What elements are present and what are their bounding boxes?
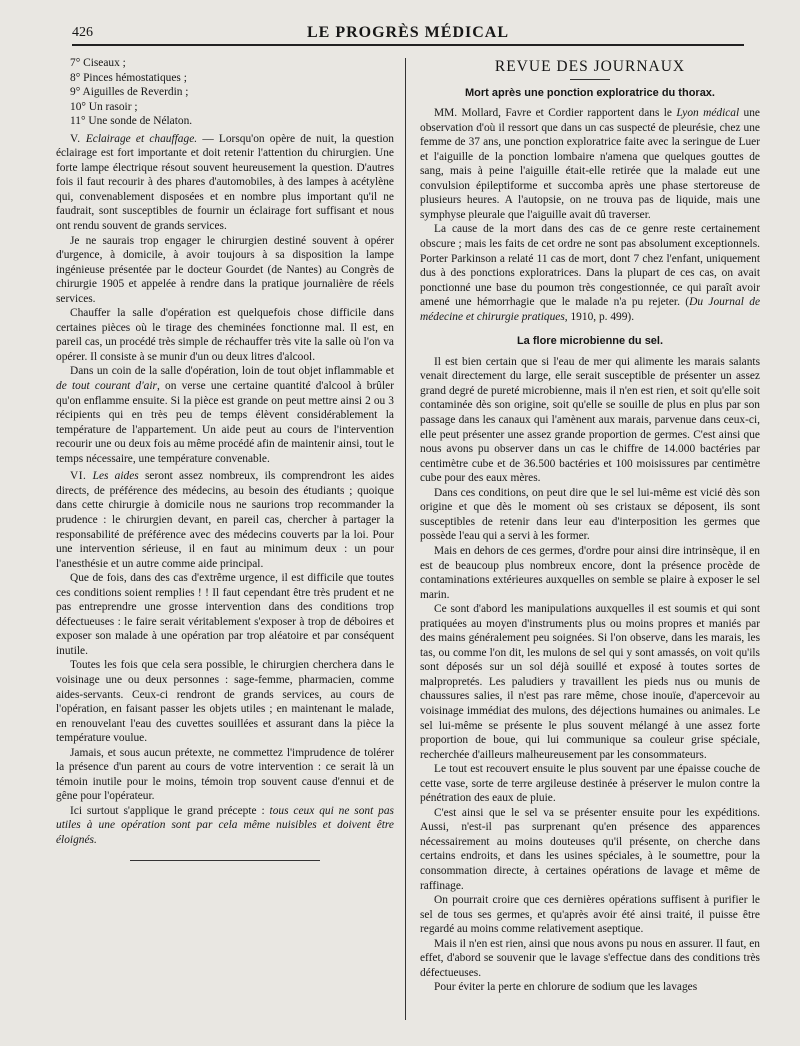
paragraph: Que de fois, dans des cas d'extrême urgence, il est difficile que toutes ces conditions soient remplies ! ! Il faut cependant être très prudent et ne pas entreprendre une grosse intervention dans des conditions trop défectueuses : le faire serait véritablement s'exposer à trop de déboires et exposer son malade à une opération par trop aléatoire et par conséquent inutile. [56, 572, 394, 657]
paragraph: Mais il n'en est rien, ainsi que nous avons pu nous en assurer. Il faut, en effet, d'abord se souvenir que le lavage s'effectue dans des conditions très défectueuses. [420, 937, 760, 979]
column-divider [405, 58, 406, 1020]
right-column [420, 56, 760, 1024]
paragraph: On pourrait croire que ces dernières opérations suffisent à purifier le sel de tous ses germes, et qu'après avoir été ainsi traité, il puisse être regardé au moins comme relativement aseptique. [420, 894, 760, 936]
emphasis: tous ceux qui ne sont pas utiles à une opération sont par cela même nuisibles et doivent être éloignés. [56, 804, 394, 846]
section-6-intro [56, 469, 394, 571]
list-item: 7° Ciseaux ; [70, 57, 126, 69]
section-5-number: V. [70, 132, 81, 145]
emphasis: de tout courant d'air [56, 380, 157, 393]
citation: Du Journal de médecine et chirurgie pratiques [420, 296, 760, 323]
ornament-rule [130, 860, 320, 861]
paragraph: Toutes les fois que cela sera possible, le chirurgien cherchera dans le voisinage une ou deux personnes : sage-femme, pharmacien, comme aides-servants. Ceux-ci rendront de grands services, au cours de l'opération, en faisant passer les objets utiles ; en maintenant le malade, en renouvelant l'eau des cuvettes souillées et assurant dans la pièce la température voulue. [56, 659, 394, 745]
list-item: 11° Une sonde de Nélaton. [70, 115, 193, 128]
running-title: LE PROGRÈS MÉDICAL [306, 24, 510, 41]
emphasis: Lyon médical [676, 107, 740, 120]
list-item: 9° Aiguilles de Reverdin ; [70, 86, 189, 99]
article-title: La flore microbienne du sel. [516, 335, 664, 348]
paragraph: Pour éviter la perte en chlorure de sodium que les lavages [434, 981, 698, 994]
page-header [72, 20, 744, 46]
text-run: Ici surtout s'applique le grand précepte : [70, 804, 265, 817]
paragraph: Chauffer la salle d'opération est quelquefois chose difficile dans certaines pièces où le tirage des cheminées fonctionne mal. Il est, en pareil cas, un procédé très simple de réchauffer très vite la salle où l'on va opérer. Il consiste à se munir d'un ou deux litres d'alcool. [56, 307, 394, 363]
end-ornament [56, 854, 394, 869]
heading-rule [570, 79, 610, 80]
paragraph: Jamais, et sous aucun prétexte, ne commettez l'imprudence de tolérer la présence d'un parent au cours de votre intervention : ce serait là un témoin inutile pour le moins, témoin trop souvent cause d'ennui et de gêne pour l'opérateur. [56, 746, 394, 803]
text-run: , 1910, p. 499). [564, 310, 635, 323]
section-6-number: VI. [70, 470, 87, 483]
article-title: Mort après une ponction exploratrice du thorax. [465, 86, 715, 99]
paragraph: — Lorsqu'on opère de nuit, la question éclairage est fort importante et doit retenir l'attention du chirurgien. Une forte lampe électrique résout souvent heureusement la question. D'autres fois il faut recourir à des phares d'automobiles, à des lampes à acétylène qui, convenablement disposées et en nombre plus important qu'il ne faudrait, sont susceptibles de fournir un éclairage fort suffisant et nous ont rendu souvent de grands services. [56, 132, 394, 233]
paragraph [420, 222, 760, 324]
section-6-title: Les aides [92, 470, 139, 483]
paragraph: Ce sont d'abord les manipulations auxquelles il est soumis et qui sont pratiquées au moyen d'instruments plus ou moins propres et maniés par des mains généralement peu soignées. Si l'on observe, dans les marais, les tas, ou comme l'on dit, les mulons de sel qui y sont amassés, on voit qu'ils sont déposés sur un sol déjà souillé et exposé à toutes sortes de malpropretés. Les paludiers y travaillent les pieds nus ou munis de chaussures salies, il n'est pas rare même, chose inouïe, d'apercevoir au voisinage immédiat des mulons, des déjections humaines ou animales. Le sel lui-même se présente le plus souvent mélangé à une assez forte proportion de boue, qui lui communique sa couleur grise spéciale, recherchée d'ailleurs malheureusement par les consommateurs. [420, 603, 760, 761]
section-5-intro [56, 132, 394, 234]
paragraph: Dans ces conditions, on peut dire que le sel lui-même est vicié dès son origine et que dès le moment où ses cristaux se déposent, ils sont susceptibles de retenir dans leur eau d'interposition les germes que possède l'eau qui a servi à les former. [420, 486, 760, 543]
page-number: 426 [72, 25, 93, 40]
left-column [56, 56, 394, 1024]
text-run: une observation d'où il ressort que dans un cas suspecté de pleurésie, chez une femme de 37 ans, une ponction exploratrice faite avec la seringue de Luer et l'aiguille de la ponction lombaire n'amena que quelques gouttes de sang, mais à peine l'aiguille était-elle retirée que la malade eut une convulsion épileptiforme et succomba après une phase stertoreuse de plusieurs heures. A l'autopsie, on ne trouva pas de liquide, mais une symphyse pleurale que l'aiguille avait dû traverser. [420, 107, 760, 221]
text-run: La cause de la mort dans des cas de ce genre reste certainement obscure ; mais les faits de cet ordre ne sont pas absolument exceptionnels. Porter Parkinson a relaté 11 cas de mort, dont 7 chez l'enfant, uniquement dus à des ponctions exploratrices. Dans la plupart de ces cas, on avait ponctionné une base du poumon très congestionnée, ce qui paraît avoir amené une hémorrhagie que le malade n'a pu rejeter. ( [420, 223, 760, 309]
instrument-list [56, 56, 394, 129]
paragraph: seront assez nombreux, ils comprendront les aides directs, de préférence des médecins, au besoin des étudiants ; quoique dans cette chirurgie à domicile nous ne saurions trop recommander la prudence : le chirurgien devant, en pareil cas, chercher à partager la responsabilité de préférence avec des médecins couverts par la loi. Pour une intervention sérieuse, il en faut au minimum deux : un pour l'anesthésie et un autre comme aide principal. [56, 470, 394, 570]
paragraph: Mais en dehors de ces germes, d'ordre pour ainsi dire intrinsèque, il en est de beaucoup plus nombreux encore, dont la présence procède de contaminations extérieures auxquelles on semble se plaire à exposer le sel marin. [420, 544, 760, 601]
section-5-title: Eclairage et chauffage. [85, 132, 198, 145]
paragraph [56, 804, 394, 848]
text-run: Dans un coin de la salle d'opération, loin de tout objet inflammable et [70, 365, 394, 378]
list-item: 8° Pinces hémostatiques ; [70, 71, 187, 84]
paragraph: Le tout est recouvert ensuite le plus souvent par une épaisse couche de cette vase, sorte de terre argileuse destinée à préserver le mulon contre la pénétration des eaux de pluie. [420, 763, 760, 805]
text-run: MM. Mollard, Favre et Cordier rapportent dans le [434, 107, 672, 120]
paragraph: Je ne saurais trop engager le chirurgien destiné souvent à opérer d'urgence, à domicile, à avoir toujours à sa disposition la lampe ingénieuse présentée par le docteur Gourdet (de Nantes) au Congrès de chirurgie 1905 et appelée à rendre dans la pratique journalière de réels services. [56, 234, 394, 305]
paragraph [420, 106, 760, 222]
paragraph: Il est bien certain que si l'eau de mer qui alimente les marais salants venait directement du large, elle serait susceptible de présenter un assez grand degré de pureté microbienne, mais il n'en est rien, et soit qu'elle soit contaminée dès son origine, soit qu'elle se souille de plus en plus par son passage dans les canaux qui l'amènent aux marais, parvenue dans ceux-ci, elle peut présenter une assez grande proportion de germes. C'est ainsi que nous avons pu observer dans un cas le chiffre de 14.000 bactéries par centimètre cube et de 36.500 bactéries et 100 moisissures par centimètre cube pour des eaux mères. [420, 355, 760, 485]
paragraph: C'est ainsi que le sel va se présenter ensuite pour les expéditions. Aussi, n'est-il pas surprenant qu'en présence des apparences nécessairement au moins douteuses qu'il présente, on cherche dans certains endroits, et dans les usines spéciales, à le soumettre, pour la consommation directe, à certaines opérations de lavage et même de raffinage. [420, 806, 760, 892]
paragraph [56, 364, 394, 466]
list-item: 10° Un rasoir ; [70, 100, 138, 113]
section-heading: REVUE DES JOURNAUX [494, 58, 686, 75]
text-run: , on verse une certaine quantité d'alcool à brûler qu'on enflamme ensuite. Si la pièce est grande on peut mettre ainsi 2 ou 3 récipients qui en très peu de temps élèvent considérablement la température de l'appartement. Un aide peut au cours de l'intervention recourir une ou deux fois au même procédé afin de maintenir ainsi, tout le temps nécessaire, une température convenable. [56, 380, 394, 465]
